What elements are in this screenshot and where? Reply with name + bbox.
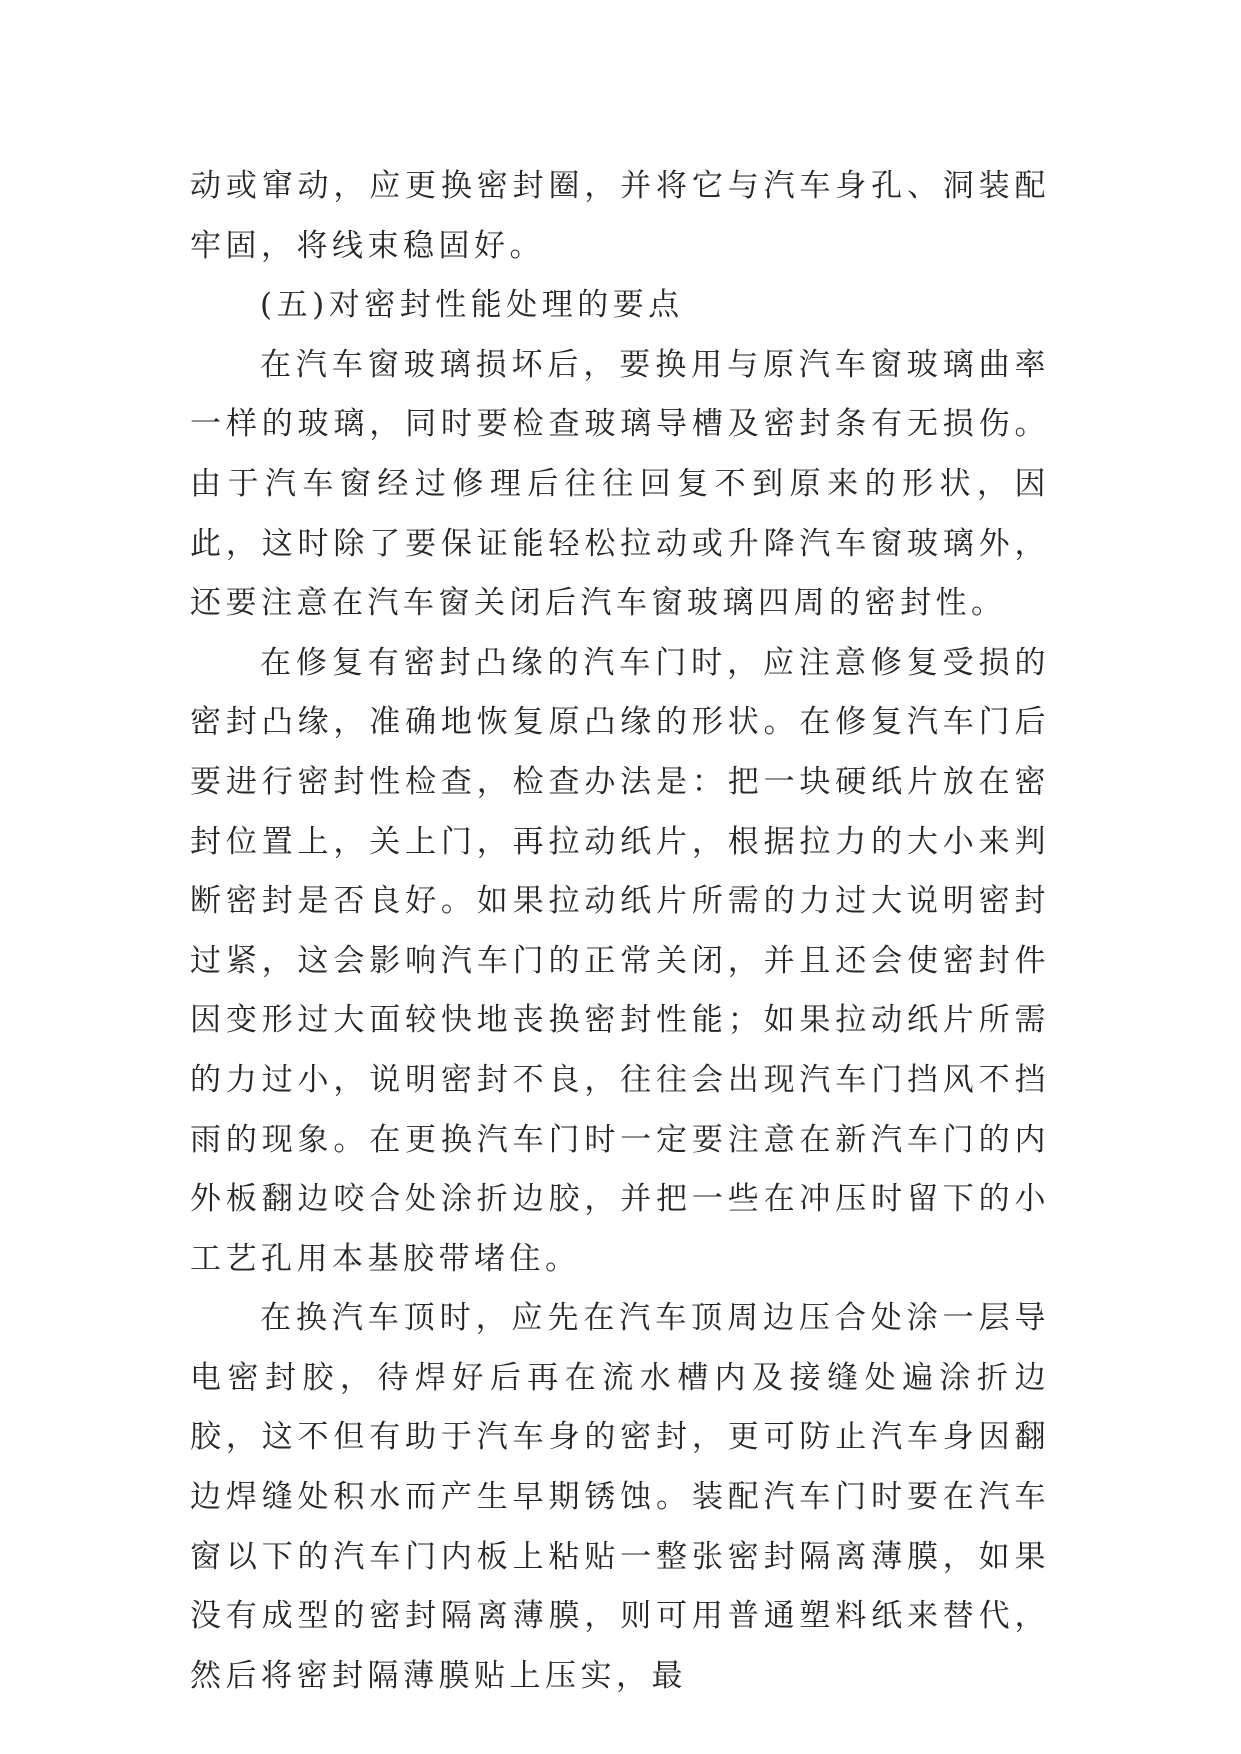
paragraph-roof-replacement: 在换汽车顶时，应先在汽车顶周边压合处涂一层导电密封胶，待焊好后再在流水槽内及接缝处遍涂折边胶，这不但有助于汽车身的密封，更可防止汽车身因翻边焊缝处积水而产生早期锈蚀。装配汽车门时要在汽车窗以下的汽车门内板上粘贴一整张密封隔离薄膜，如果没有成型的密封隔离薄膜，则可用普通塑料纸来替代，然后将密封隔薄膜贴上压实，最 [190,1300,1050,1694]
paragraph-door-repair: 在修复有密封凸缘的汽车门时，应注意修复受损的密封凸缘，准确地恢复原凸缘的形状。在修复汽车门后要进行密封性检查，检查办法是：把一块硬纸片放在密封位置上，关上门，再拉动纸片，根据拉力的大小来判断密封是否良好。如果拉动纸片所需的力过大说明密封过紧，这会影响汽车门的正常关闭，并且还会使密封件因变形过大面较快地丧换密封性能；如果拉动纸片所需的力过小，说明密封不良，往往会出现汽车门挡风不挡雨的现象。在更换汽车门时一定要注意在新汽车门的内外板翻边咬合处涂折边胶，并把一些在冲压时留下的小工艺孔用本基胶带堵住。 [190,644,1050,1277]
section-heading: (五)对密封性能处理的要点 [260,287,684,324]
paragraph-continuation: 动或窜动，应更换密封圈，并将它与汽车身孔、洞装配牢固，将线束稳固好。 [190,168,1050,264]
paragraph-window-glass: 在汽车窗玻璃损坏后，要换用与原汽车窗玻璃曲率一样的玻璃，同时要检查玻璃导槽及密封条有无损伤。由于汽车窗经过修理后往往回复不到原来的形状，因此，这时除了要保证能轻松拉动或升降汽车窗玻璃外，还要注意在汽车窗关闭后汽车窗玻璃四周的密封性。 [190,346,1050,622]
body-text [190,157,1050,1706]
